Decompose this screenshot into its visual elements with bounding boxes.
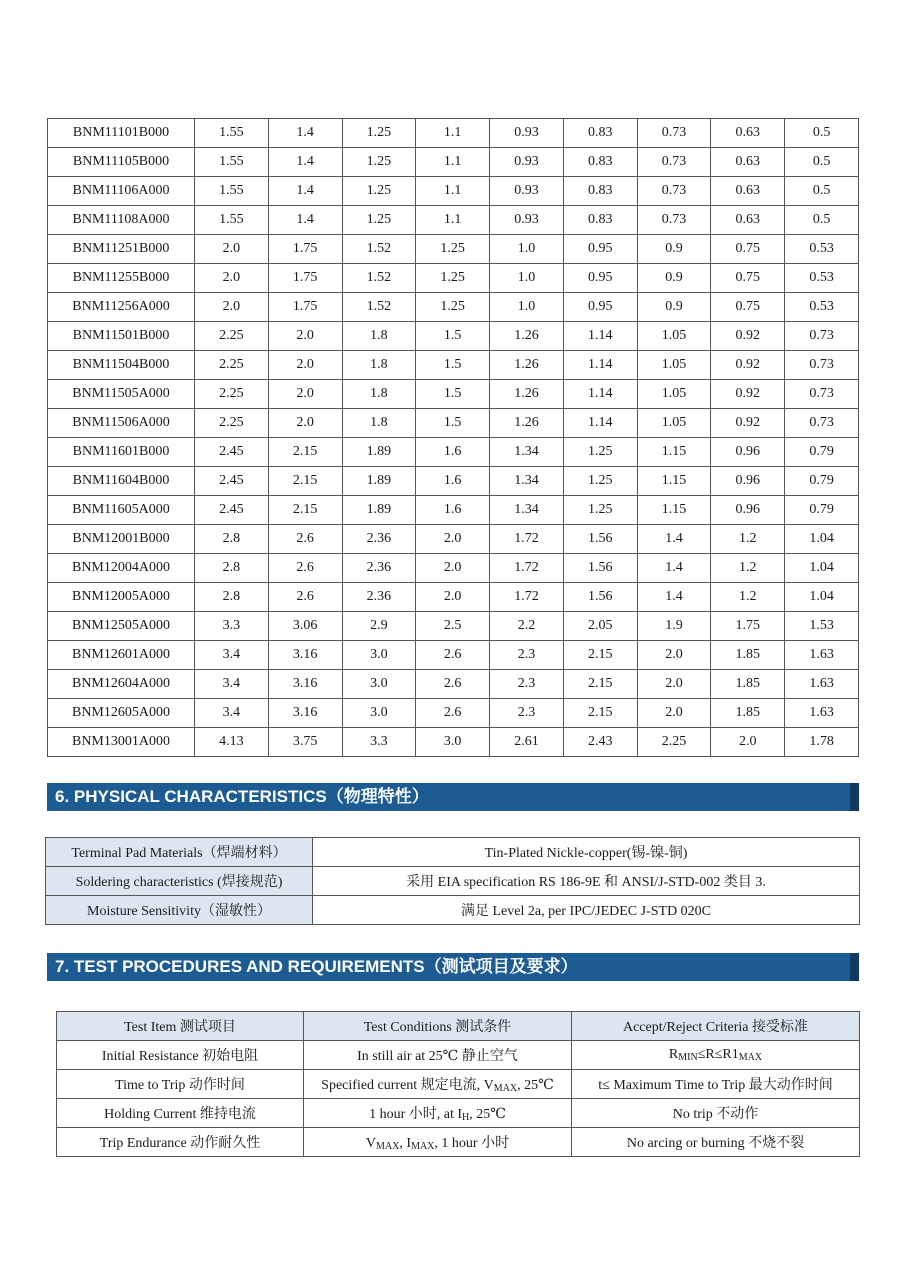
value-cell: 0.73 bbox=[785, 409, 859, 438]
value-cell: 1.14 bbox=[563, 380, 637, 409]
value-cell: 3.16 bbox=[268, 670, 342, 699]
part-number-cell: BNM11101B000 bbox=[48, 119, 195, 148]
value-cell: 2.0 bbox=[637, 641, 711, 670]
value-cell: 0.75 bbox=[711, 235, 785, 264]
value-cell: 0.5 bbox=[785, 119, 859, 148]
value-cell: 0.92 bbox=[711, 409, 785, 438]
value-cell: 0.79 bbox=[785, 438, 859, 467]
header-test-conditions: Test Conditions 测试条件 bbox=[304, 1012, 572, 1041]
table-row bbox=[46, 867, 860, 896]
value-cell: 2.15 bbox=[563, 670, 637, 699]
value-cell: 1.26 bbox=[490, 409, 564, 438]
value-cell: 3.4 bbox=[195, 641, 269, 670]
value-cell: 1.05 bbox=[637, 380, 711, 409]
value-cell: 0.83 bbox=[563, 206, 637, 235]
value-cell: 2.6 bbox=[416, 699, 490, 728]
value-cell: 1.15 bbox=[637, 467, 711, 496]
value-cell: 1.55 bbox=[195, 119, 269, 148]
part-number-cell: BNM11605A000 bbox=[48, 496, 195, 525]
value-cell: 2.6 bbox=[268, 583, 342, 612]
value-cell: 1.78 bbox=[785, 728, 859, 757]
value-cell: 1.25 bbox=[342, 206, 416, 235]
section-6-header: 6. PHYSICAL CHARACTERISTICS（物理特性） bbox=[47, 783, 859, 811]
part-number-cell: BNM11251B000 bbox=[48, 235, 195, 264]
header-criteria: Accept/Reject Criteria 接受标准 bbox=[572, 1012, 860, 1041]
table-row bbox=[48, 206, 859, 235]
value-cell: 1.8 bbox=[342, 322, 416, 351]
value-cell: 1.26 bbox=[490, 380, 564, 409]
value-cell: 1.63 bbox=[785, 641, 859, 670]
value-cell: 3.3 bbox=[342, 728, 416, 757]
part-number-cell: BNM11256A000 bbox=[48, 293, 195, 322]
table-row bbox=[48, 525, 859, 554]
test-condition: In still air at 25℃ 静止空气 bbox=[304, 1041, 572, 1070]
value-cell: 0.75 bbox=[711, 264, 785, 293]
part-number-cell: BNM11601B000 bbox=[48, 438, 195, 467]
table-row bbox=[48, 351, 859, 380]
test-condition: 1 hour 小时, at $I_H$, 25℃ bbox=[304, 1099, 572, 1128]
part-number-cell: BNM11504B000 bbox=[48, 351, 195, 380]
table-row bbox=[57, 1099, 860, 1128]
value-cell: 0.5 bbox=[785, 206, 859, 235]
value-cell: 1.53 bbox=[785, 612, 859, 641]
table-row bbox=[46, 896, 860, 925]
table-row bbox=[57, 1041, 860, 1070]
test-item: Holding Current 维持电流 bbox=[57, 1099, 304, 1128]
part-number-cell: BNM11506A000 bbox=[48, 409, 195, 438]
table-row bbox=[48, 467, 859, 496]
value-cell: 3.06 bbox=[268, 612, 342, 641]
value-cell: 0.95 bbox=[563, 293, 637, 322]
value-cell: 1.25 bbox=[342, 119, 416, 148]
table-row bbox=[48, 583, 859, 612]
value-cell: 2.0 bbox=[416, 525, 490, 554]
part-number-cell: BNM12505A000 bbox=[48, 612, 195, 641]
value-cell: 1.8 bbox=[342, 351, 416, 380]
value-cell: 2.45 bbox=[195, 496, 269, 525]
table-row bbox=[48, 235, 859, 264]
value-cell: 2.25 bbox=[195, 380, 269, 409]
soldering-label: Soldering characteristics (焊接规范) bbox=[46, 867, 313, 896]
value-cell: 1.26 bbox=[490, 351, 564, 380]
value-cell: 1.14 bbox=[563, 322, 637, 351]
value-cell: 0.73 bbox=[637, 148, 711, 177]
value-cell: 0.92 bbox=[711, 351, 785, 380]
table-header-row bbox=[57, 1012, 860, 1041]
part-number-cell: BNM11106A000 bbox=[48, 177, 195, 206]
value-cell: 1.6 bbox=[416, 496, 490, 525]
table-row bbox=[48, 554, 859, 583]
value-cell: 1.8 bbox=[342, 409, 416, 438]
table-row bbox=[46, 838, 860, 867]
value-cell: 1.14 bbox=[563, 351, 637, 380]
value-cell: 0.73 bbox=[785, 322, 859, 351]
value-cell: 0.73 bbox=[785, 380, 859, 409]
value-cell: 1.0 bbox=[490, 264, 564, 293]
part-number-cell: BNM12604A000 bbox=[48, 670, 195, 699]
value-cell: 1.8 bbox=[342, 380, 416, 409]
value-cell: 0.96 bbox=[711, 438, 785, 467]
value-cell: 1.15 bbox=[637, 438, 711, 467]
value-cell: 0.79 bbox=[785, 467, 859, 496]
value-cell: 3.0 bbox=[342, 699, 416, 728]
value-cell: 3.0 bbox=[416, 728, 490, 757]
value-cell: 1.55 bbox=[195, 177, 269, 206]
value-cell: 2.3 bbox=[490, 699, 564, 728]
value-cell: 1.34 bbox=[490, 496, 564, 525]
part-number-cell: BNM12005A000 bbox=[48, 583, 195, 612]
physical-characteristics-table bbox=[45, 837, 860, 925]
value-cell: 1.4 bbox=[268, 206, 342, 235]
table-row bbox=[48, 409, 859, 438]
value-cell: 2.15 bbox=[268, 438, 342, 467]
value-cell: 3.3 bbox=[195, 612, 269, 641]
value-cell: 1.52 bbox=[342, 235, 416, 264]
value-cell: 2.0 bbox=[268, 322, 342, 351]
value-cell: 0.73 bbox=[637, 177, 711, 206]
value-cell: 2.15 bbox=[563, 699, 637, 728]
value-cell: 1.72 bbox=[490, 583, 564, 612]
value-cell: 2.8 bbox=[195, 525, 269, 554]
value-cell: 0.63 bbox=[711, 148, 785, 177]
value-cell: 0.63 bbox=[711, 206, 785, 235]
value-cell: 0.9 bbox=[637, 293, 711, 322]
part-number-cell: BNM11105B000 bbox=[48, 148, 195, 177]
terminal-pad-value: Tin-Plated Nickle-copper(锡-镍-铜) bbox=[313, 838, 860, 867]
test-procedures-table bbox=[56, 1011, 860, 1157]
value-cell: 3.0 bbox=[342, 641, 416, 670]
value-cell: 2.36 bbox=[342, 554, 416, 583]
value-cell: 1.05 bbox=[637, 409, 711, 438]
value-cell: 1.4 bbox=[268, 177, 342, 206]
table-row bbox=[48, 612, 859, 641]
value-cell: 0.92 bbox=[711, 322, 785, 351]
value-cell: 1.5 bbox=[416, 322, 490, 351]
part-number-cell: BNM12601A000 bbox=[48, 641, 195, 670]
table-row bbox=[48, 177, 859, 206]
part-number-cell: BNM12001B000 bbox=[48, 525, 195, 554]
value-cell: 1.1 bbox=[416, 206, 490, 235]
value-cell: 0.5 bbox=[785, 148, 859, 177]
part-number-cell: BNM12004A000 bbox=[48, 554, 195, 583]
value-cell: 3.16 bbox=[268, 699, 342, 728]
value-cell: 0.9 bbox=[637, 264, 711, 293]
value-cell: 1.25 bbox=[342, 148, 416, 177]
value-cell: 2.6 bbox=[268, 554, 342, 583]
table-row bbox=[48, 380, 859, 409]
value-cell: 1.25 bbox=[342, 177, 416, 206]
table-row bbox=[57, 1128, 860, 1157]
test-condition: $V_{MAX}$, $I_{MAX}$, 1 hour 小时 bbox=[304, 1128, 572, 1157]
value-cell: 0.63 bbox=[711, 119, 785, 148]
table-row bbox=[48, 148, 859, 177]
value-cell: 1.75 bbox=[268, 235, 342, 264]
table-row bbox=[48, 728, 859, 757]
value-cell: 2.2 bbox=[490, 612, 564, 641]
value-cell: 2.0 bbox=[637, 699, 711, 728]
value-cell: 1.34 bbox=[490, 438, 564, 467]
value-cell: 1.1 bbox=[416, 148, 490, 177]
table-row bbox=[57, 1070, 860, 1099]
rating-table bbox=[47, 118, 859, 757]
test-criteria: t≤ Maximum Time to Trip 最大动作时间 bbox=[572, 1070, 860, 1099]
value-cell: 1.5 bbox=[416, 380, 490, 409]
test-item: Time to Trip 动作时间 bbox=[57, 1070, 304, 1099]
value-cell: 1.75 bbox=[268, 264, 342, 293]
part-number-cell: BNM11108A000 bbox=[48, 206, 195, 235]
value-cell: 1.05 bbox=[637, 351, 711, 380]
value-cell: 1.55 bbox=[195, 206, 269, 235]
value-cell: 3.16 bbox=[268, 641, 342, 670]
value-cell: 1.9 bbox=[637, 612, 711, 641]
value-cell: 1.25 bbox=[416, 293, 490, 322]
part-number-cell: BNM11604B000 bbox=[48, 467, 195, 496]
table-row bbox=[48, 264, 859, 293]
value-cell: 0.83 bbox=[563, 119, 637, 148]
table-row bbox=[48, 670, 859, 699]
value-cell: 2.6 bbox=[416, 670, 490, 699]
value-cell: 0.73 bbox=[637, 206, 711, 235]
value-cell: 2.8 bbox=[195, 583, 269, 612]
value-cell: 1.6 bbox=[416, 467, 490, 496]
table-row bbox=[48, 119, 859, 148]
value-cell: 0.9 bbox=[637, 235, 711, 264]
value-cell: 0.96 bbox=[711, 496, 785, 525]
value-cell: 2.36 bbox=[342, 583, 416, 612]
value-cell: 2.25 bbox=[637, 728, 711, 757]
value-cell: 1.1 bbox=[416, 119, 490, 148]
table-row bbox=[48, 322, 859, 351]
value-cell: 2.0 bbox=[637, 670, 711, 699]
value-cell: 1.2 bbox=[711, 525, 785, 554]
value-cell: 1.75 bbox=[268, 293, 342, 322]
table-row bbox=[48, 699, 859, 728]
value-cell: 1.25 bbox=[563, 496, 637, 525]
value-cell: 1.5 bbox=[416, 351, 490, 380]
value-cell: 0.63 bbox=[711, 177, 785, 206]
part-number-cell: BNM13001A000 bbox=[48, 728, 195, 757]
value-cell: 2.0 bbox=[195, 235, 269, 264]
value-cell: 0.95 bbox=[563, 235, 637, 264]
part-number-cell: BNM12605A000 bbox=[48, 699, 195, 728]
value-cell: 0.79 bbox=[785, 496, 859, 525]
value-cell: 2.61 bbox=[490, 728, 564, 757]
value-cell: 0.5 bbox=[785, 177, 859, 206]
value-cell: 1.63 bbox=[785, 670, 859, 699]
part-number-cell: BNM11255B000 bbox=[48, 264, 195, 293]
value-cell: 1.4 bbox=[268, 119, 342, 148]
value-cell: 1.25 bbox=[416, 264, 490, 293]
value-cell: 1.0 bbox=[490, 293, 564, 322]
moisture-label: Moisture Sensitivity（湿敏性） bbox=[46, 896, 313, 925]
header-test-item: Test Item 测试项目 bbox=[57, 1012, 304, 1041]
value-cell: 1.05 bbox=[637, 322, 711, 351]
value-cell: 2.0 bbox=[268, 409, 342, 438]
value-cell: 1.56 bbox=[563, 583, 637, 612]
value-cell: 2.25 bbox=[195, 322, 269, 351]
value-cell: 2.3 bbox=[490, 670, 564, 699]
value-cell: 3.4 bbox=[195, 699, 269, 728]
value-cell: 1.85 bbox=[711, 670, 785, 699]
value-cell: 1.89 bbox=[342, 496, 416, 525]
value-cell: 2.8 bbox=[195, 554, 269, 583]
value-cell: 0.75 bbox=[711, 293, 785, 322]
value-cell: 1.56 bbox=[563, 525, 637, 554]
test-criteria: $R_{MIN}\le R\le R1_{MAX}$ bbox=[572, 1041, 860, 1070]
value-cell: 2.45 bbox=[195, 467, 269, 496]
value-cell: 2.0 bbox=[416, 583, 490, 612]
value-cell: 1.89 bbox=[342, 467, 416, 496]
value-cell: 0.96 bbox=[711, 467, 785, 496]
value-cell: 2.3 bbox=[490, 641, 564, 670]
value-cell: 1.52 bbox=[342, 293, 416, 322]
value-cell: 0.83 bbox=[563, 148, 637, 177]
value-cell: 2.9 bbox=[342, 612, 416, 641]
value-cell: 4.13 bbox=[195, 728, 269, 757]
value-cell: 2.05 bbox=[563, 612, 637, 641]
value-cell: 1.72 bbox=[490, 525, 564, 554]
value-cell: 1.72 bbox=[490, 554, 564, 583]
value-cell: 3.75 bbox=[268, 728, 342, 757]
value-cell: 0.53 bbox=[785, 293, 859, 322]
value-cell: 2.25 bbox=[195, 409, 269, 438]
value-cell: 2.43 bbox=[563, 728, 637, 757]
soldering-value: 采用 EIA specification RS 186-9E 和 ANSI/J-STD-002 类目 3. bbox=[313, 867, 860, 896]
test-item: Initial Resistance 初始电阻 bbox=[57, 1041, 304, 1070]
value-cell: 1.15 bbox=[637, 496, 711, 525]
test-criteria: No trip 不动作 bbox=[572, 1099, 860, 1128]
value-cell: 2.15 bbox=[563, 641, 637, 670]
value-cell: 1.25 bbox=[563, 438, 637, 467]
value-cell: 1.34 bbox=[490, 467, 564, 496]
value-cell: 0.95 bbox=[563, 264, 637, 293]
value-cell: 2.0 bbox=[268, 380, 342, 409]
value-cell: 1.2 bbox=[711, 554, 785, 583]
moisture-value: 满足 Level 2a, per IPC/JEDEC J-STD 020C bbox=[313, 896, 860, 925]
terminal-pad-label: Terminal Pad Materials（焊端材料） bbox=[46, 838, 313, 867]
part-number-cell: BNM11501B000 bbox=[48, 322, 195, 351]
value-cell: 1.4 bbox=[268, 148, 342, 177]
value-cell: 0.93 bbox=[490, 148, 564, 177]
value-cell: 1.4 bbox=[637, 554, 711, 583]
value-cell: 1.85 bbox=[711, 641, 785, 670]
value-cell: 2.0 bbox=[416, 554, 490, 583]
value-cell: 1.5 bbox=[416, 409, 490, 438]
value-cell: 0.93 bbox=[490, 119, 564, 148]
value-cell: 2.0 bbox=[711, 728, 785, 757]
table-row bbox=[48, 438, 859, 467]
value-cell: 1.4 bbox=[637, 525, 711, 554]
value-cell: 1.0 bbox=[490, 235, 564, 264]
test-condition: Specified current 规定电流, $V_{MAX}$, 25℃ bbox=[304, 1070, 572, 1099]
value-cell: 2.36 bbox=[342, 525, 416, 554]
table-row bbox=[48, 641, 859, 670]
value-cell: 2.6 bbox=[268, 525, 342, 554]
value-cell: 0.73 bbox=[637, 119, 711, 148]
value-cell: 0.83 bbox=[563, 177, 637, 206]
test-criteria: No arcing or burning 不烧不裂 bbox=[572, 1128, 860, 1157]
value-cell: 0.73 bbox=[785, 351, 859, 380]
value-cell: 0.53 bbox=[785, 264, 859, 293]
value-cell: 1.52 bbox=[342, 264, 416, 293]
value-cell: 1.55 bbox=[195, 148, 269, 177]
value-cell: 1.2 bbox=[711, 583, 785, 612]
value-cell: 1.14 bbox=[563, 409, 637, 438]
value-cell: 2.25 bbox=[195, 351, 269, 380]
value-cell: 0.93 bbox=[490, 177, 564, 206]
value-cell: 0.93 bbox=[490, 206, 564, 235]
value-cell: 1.25 bbox=[563, 467, 637, 496]
value-cell: 3.0 bbox=[342, 670, 416, 699]
value-cell: 1.04 bbox=[785, 554, 859, 583]
table-row bbox=[48, 293, 859, 322]
value-cell: 0.53 bbox=[785, 235, 859, 264]
value-cell: 2.15 bbox=[268, 467, 342, 496]
value-cell: 2.6 bbox=[416, 641, 490, 670]
value-cell: 1.26 bbox=[490, 322, 564, 351]
value-cell: 1.89 bbox=[342, 438, 416, 467]
value-cell: 2.0 bbox=[195, 293, 269, 322]
value-cell: 1.04 bbox=[785, 583, 859, 612]
value-cell: 1.25 bbox=[416, 235, 490, 264]
table-row bbox=[48, 496, 859, 525]
value-cell: 2.0 bbox=[268, 351, 342, 380]
value-cell: 1.85 bbox=[711, 699, 785, 728]
value-cell: 1.1 bbox=[416, 177, 490, 206]
value-cell: 0.92 bbox=[711, 380, 785, 409]
value-cell: 1.56 bbox=[563, 554, 637, 583]
value-cell: 2.0 bbox=[195, 264, 269, 293]
value-cell: 3.4 bbox=[195, 670, 269, 699]
value-cell: 1.6 bbox=[416, 438, 490, 467]
part-number-cell: BNM11505A000 bbox=[48, 380, 195, 409]
section-7-header: 7. TEST PROCEDURES AND REQUIREMENTS（测试项目及要求） bbox=[47, 953, 859, 981]
value-cell: 2.15 bbox=[268, 496, 342, 525]
value-cell: 2.5 bbox=[416, 612, 490, 641]
test-item: Trip Endurance 动作耐久性 bbox=[57, 1128, 304, 1157]
value-cell: 2.45 bbox=[195, 438, 269, 467]
value-cell: 1.4 bbox=[637, 583, 711, 612]
value-cell: 1.04 bbox=[785, 525, 859, 554]
value-cell: 1.75 bbox=[711, 612, 785, 641]
value-cell: 1.63 bbox=[785, 699, 859, 728]
